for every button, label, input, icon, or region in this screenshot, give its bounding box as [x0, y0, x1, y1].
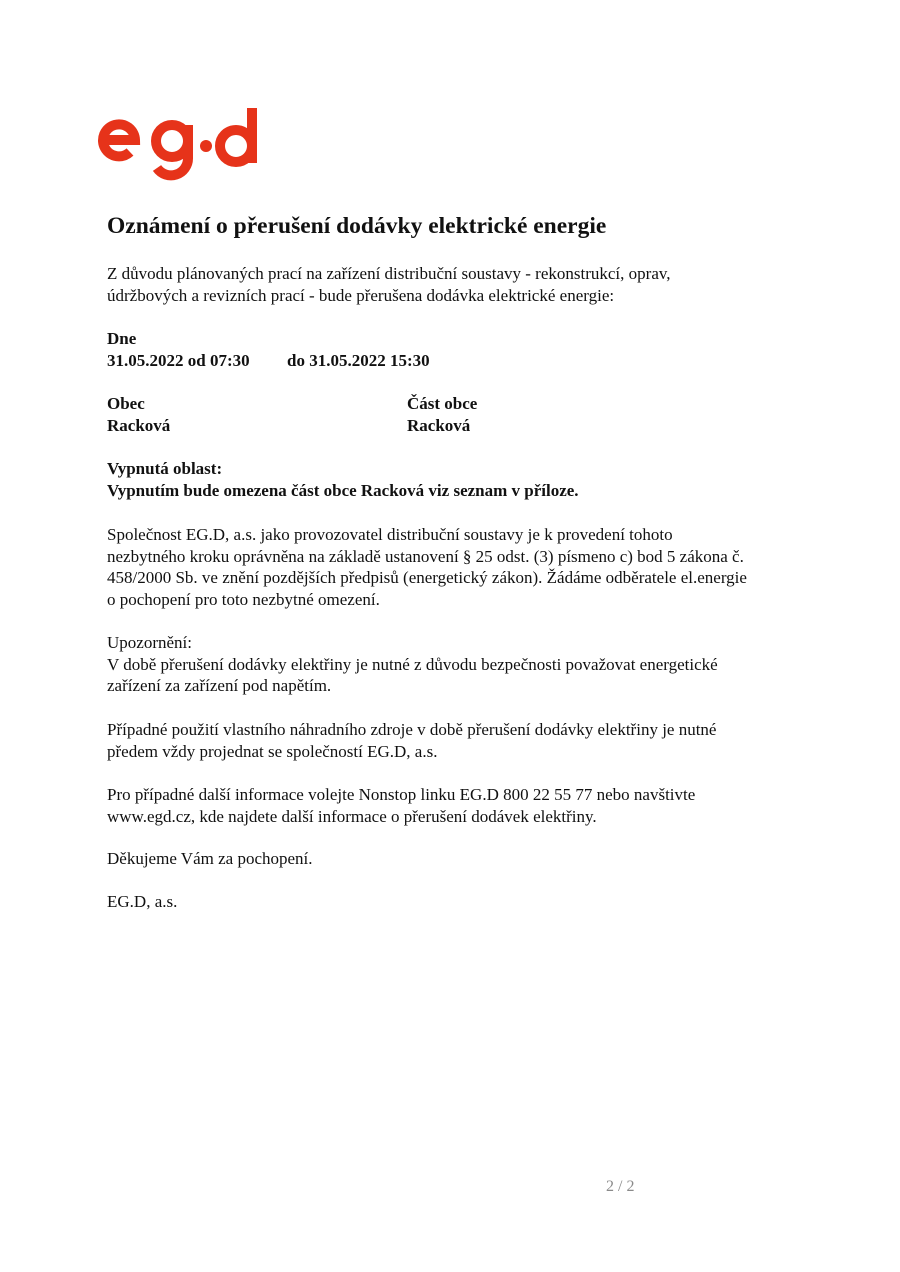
municipality-value: Racková: [107, 416, 171, 435]
intro-line: Z důvodu plánovaných prací na zařízení distribuční soustavy - rekonstrukcí, oprav,: [107, 264, 671, 283]
municipality-part-label: Část obce: [407, 394, 478, 413]
warning-label: Upozornění:: [107, 633, 192, 652]
intro-line: údržbových a revizních prací - bude přerušena dodávka elektrické energie:: [107, 285, 615, 305]
contact-paragraph: [107, 784, 695, 827]
backup-source-paragraph: [107, 719, 716, 762]
municipality-part-value: Racková: [407, 416, 471, 435]
date-from: 31.05.2022 od 07:30: [107, 351, 250, 370]
backup-source-line: Případné použití vlastního náhradního zdroje v době přerušení dodávky elektřiny je nutné: [107, 720, 717, 739]
outage-area-value: Vypnutím bude omezena část obce Racková viz seznam v příloze.: [107, 480, 579, 500]
intro-paragraph: [107, 263, 671, 306]
legal-line: Společnost EG.D, a.s. jako provozovatel distribuční soustavy je k provedení tohoto: [107, 525, 673, 544]
thanks-text: Děkujeme Vám za pochopení.: [107, 849, 313, 868]
contact-line: www.egd.cz, kde najdete další informace o přerušení dodávek elektřiny.: [107, 806, 597, 826]
outage-area: [107, 458, 579, 501]
municipality-label: Obec: [107, 394, 145, 413]
backup-source-line: předem vždy projednat se společností EG.D, a.s.: [107, 741, 438, 761]
warning-line: V době přerušení dodávky elektřiny je nutné z důvodu bezpečnosti považovat energetické: [107, 654, 718, 674]
warning-paragraph: [107, 632, 718, 697]
outage-area-label: Vypnutá oblast:: [107, 459, 223, 478]
contact-line: Pro případné další informace volejte Nonstop linku EG.D 800 22 55 77 nebo navštivte: [107, 785, 696, 804]
page-number: 2 / 2: [606, 1178, 635, 1195]
date-to: do 31.05.2022 15:30: [287, 351, 430, 370]
signature: EG.D, a.s.: [107, 892, 178, 911]
legal-paragraph: [107, 524, 747, 610]
legal-line: o pochopení pro toto nezbytné omezení.: [107, 589, 380, 609]
legal-line: nezbytného kroku oprávněna na základě ustanovení § 25 odst. (3) písmeno c) bod 5 zákona č.: [107, 546, 744, 566]
legal-line: 458/2000 Sb. ve znění pozdějších předpisů (energetický zákon). Žádáme odběratele el.energie: [107, 568, 747, 587]
notice-title: Oznámení o přerušení dodávky elektrické energie: [107, 213, 607, 239]
warning-line: zařízení za zařízení pod napětím.: [107, 676, 332, 695]
egd-logo: [97, 108, 262, 184]
date-label: Dne: [107, 329, 137, 348]
